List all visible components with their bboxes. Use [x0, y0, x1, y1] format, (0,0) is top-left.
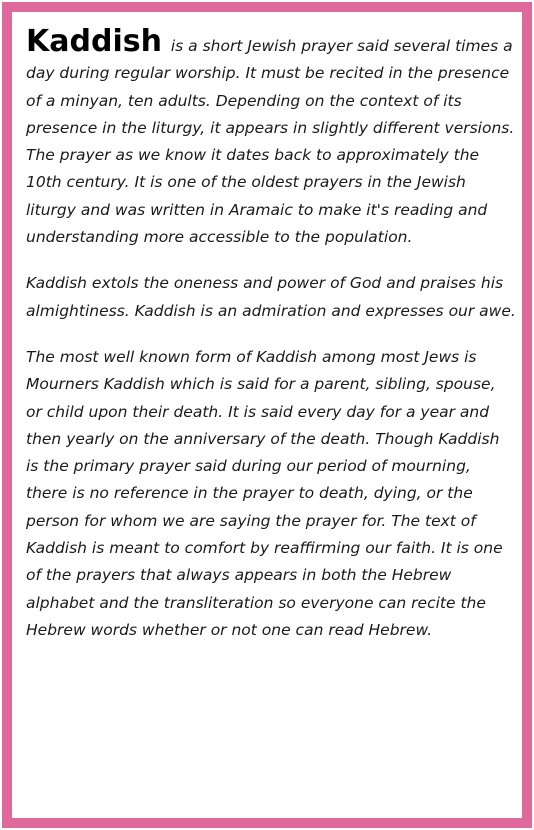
article-title: Kaddish	[26, 24, 162, 59]
pink-border-frame	[2, 2, 532, 828]
paragraph-3: The most well known form of Kaddish among most Jews is Mourners Kaddish which is said for a parent, sibling, spouse, or child upon their death. It is said every day for a year and then yearly on the anniversary of the death. Though Kaddish is the primary prayer said during our period of mourning, there is no reference in the prayer to death, dying, or the person for whom we are saying the prayer for. The text of Kaddish is meant to comfort by reaffirming our faith. It is one of the prayers that always appears in both the Hebrew alphabet and the transliteration so everyone can recite the Hebrew words whether or not one can read Hebrew.	[26, 347, 503, 639]
intro-text: is a short Jewish prayer said several times a day during regular worship. It must be recited in the presence of a minyan, ten adults. Depending on the context of its presence in the liturgy, it appears in slightly different versions. The prayer as we know it dates back to approximately the 10th century. It is one of the oldest prayers in the Jewish liturgy and was written in Aramaic to make it's reading and understanding more accessible to the population.	[26, 37, 515, 247]
paragraph-2: Kaddish extols the oneness and power of God and praises his almightiness. Kaddish is an admiration and expresses our awe.	[26, 274, 516, 320]
article-body	[26, 24, 516, 663]
intro-paragraph	[26, 24, 516, 251]
